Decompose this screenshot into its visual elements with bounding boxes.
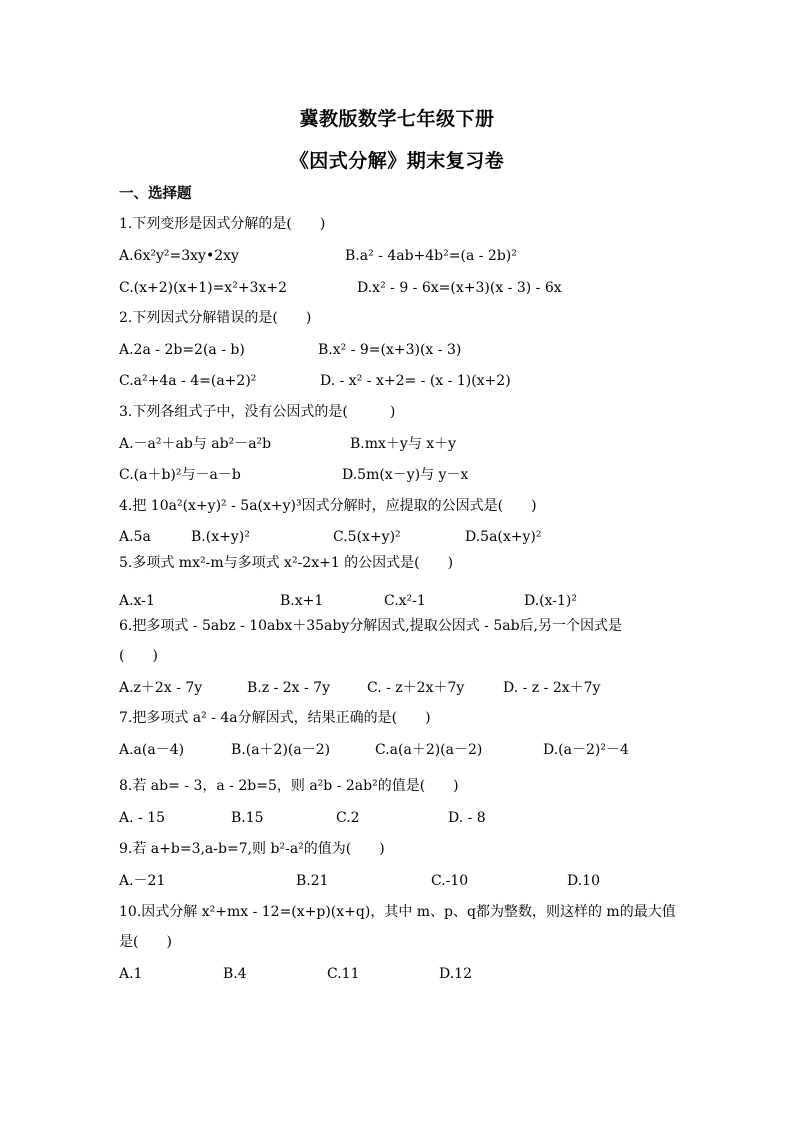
- q5-option-a: A.x-1: [119, 593, 155, 609]
- q1-option-c: C.(x+2)(x+1)=x²+3x+2: [119, 280, 287, 296]
- q10-option-d: D.12: [439, 966, 472, 982]
- question-4: 4.把 10a²(x+y)² - 5a(x+y)³因式分解时，应提取的公因式是( ): [119, 498, 537, 514]
- q9-option-d: D.10: [567, 873, 600, 889]
- q8-option-d: D. - 8: [448, 810, 486, 826]
- question-6-continued: ( ): [119, 648, 158, 664]
- q10-option-a: A.1: [119, 966, 143, 982]
- q10-option-c: C.11: [327, 966, 360, 982]
- q7-option-b: B.(a＋2)(a－2): [231, 742, 331, 758]
- q1-option-b: B.a² - 4ab+4b²=(a - 2b)²: [345, 248, 517, 264]
- q2-option-a: A.2a - 2b=2(a - b): [119, 342, 245, 358]
- section-heading: 一、选择题: [119, 186, 192, 202]
- q5-option-b: B.x+1: [280, 593, 324, 609]
- question-6: 6.把多项式 - 5abz - 10abx＋35aby分解因式,提取公因式 - 5ab后,另一个因式是: [119, 618, 623, 634]
- question-7: 7.把多项式 a² - 4a分解因式，结果正确的是( ): [119, 710, 431, 726]
- question-8: 8.若 ab= - 3，a - 2b=5，则 a²b - 2ab²的值是( ): [119, 778, 459, 794]
- question-10-continued: 是( ): [119, 934, 172, 950]
- q6-option-b: B.z - 2x - 7y: [247, 680, 330, 696]
- document-subtitle: 《因式分解》期末复习卷: [289, 150, 505, 172]
- question-3: 3.下列各组式子中，没有公因式的是( ): [119, 404, 396, 420]
- q3-option-b: B.mx＋y与 x＋y: [350, 436, 457, 452]
- q4-option-c: C.5(x+y)²: [333, 529, 401, 545]
- question-10: 10.因式分解 x²+mx - 12=(x+p)(x+q)，其中 m、p、q都为整数，则这样的 m的最大值: [119, 904, 676, 920]
- q3-option-c: C.(a＋b)²与－a－b: [119, 467, 241, 483]
- q3-option-a: A.－a²＋ab与 ab²－a²b: [119, 436, 272, 452]
- q7-option-a: A.a(a－4): [119, 742, 185, 758]
- q6-option-a: A.z＋2x - 7y: [119, 680, 203, 696]
- q9-option-c: C.-10: [431, 873, 469, 889]
- q6-option-c: C. - z＋2x＋7y: [367, 680, 465, 696]
- q8-option-b: B.15: [231, 810, 264, 826]
- q4-option-d: D.5a(x+y)²: [465, 529, 542, 545]
- q2-option-d: D. - x² - x+2= - (x - 1)(x+2): [320, 373, 511, 389]
- q2-option-c: C.a²+4a - 4=(a+2)²: [119, 373, 257, 389]
- q2-option-b: B.x² - 9=(x+3)(x - 3): [318, 342, 462, 358]
- q9-option-a: A.－21: [119, 873, 166, 889]
- q7-option-d: D.(a－2)²－4: [543, 742, 629, 758]
- q8-option-a: A. - 15: [119, 810, 166, 826]
- q4-option-b: B.(x+y)²: [191, 529, 250, 545]
- q7-option-c: C.a(a＋2)(a－2): [375, 742, 483, 758]
- q4-option-a: A.5a: [119, 529, 151, 545]
- q1-option-d: D.x² - 9 - 6x=(x+3)(x - 3) - 6x: [357, 280, 562, 296]
- question-2: 2.下列因式分解错误的是( ): [119, 310, 312, 326]
- q10-option-b: B.4: [223, 966, 247, 982]
- question-5: 5.多项式 mx²-m与多项式 x²-2x+1 的公因式是( ): [119, 555, 454, 571]
- question-9: 9.若 a+b=3,a-b=7,则 b²-a²的值为( ): [119, 841, 385, 857]
- q6-option-d: D. - z - 2x＋7y: [503, 680, 601, 696]
- q8-option-c: C.2: [336, 810, 360, 826]
- q1-option-a: A.6x²y²=3xy•2xy: [119, 248, 239, 264]
- question-1: 1.下列变形是因式分解的是( ): [119, 216, 326, 232]
- document-title: 冀教版数学七年级下册: [299, 108, 495, 130]
- q5-option-c: C.x²-1: [384, 593, 426, 609]
- q9-option-b: B.21: [296, 873, 329, 889]
- q5-option-d: D.(x-1)²: [524, 593, 577, 609]
- q3-option-d: D.5m(x－y)与 y－x: [342, 467, 469, 483]
